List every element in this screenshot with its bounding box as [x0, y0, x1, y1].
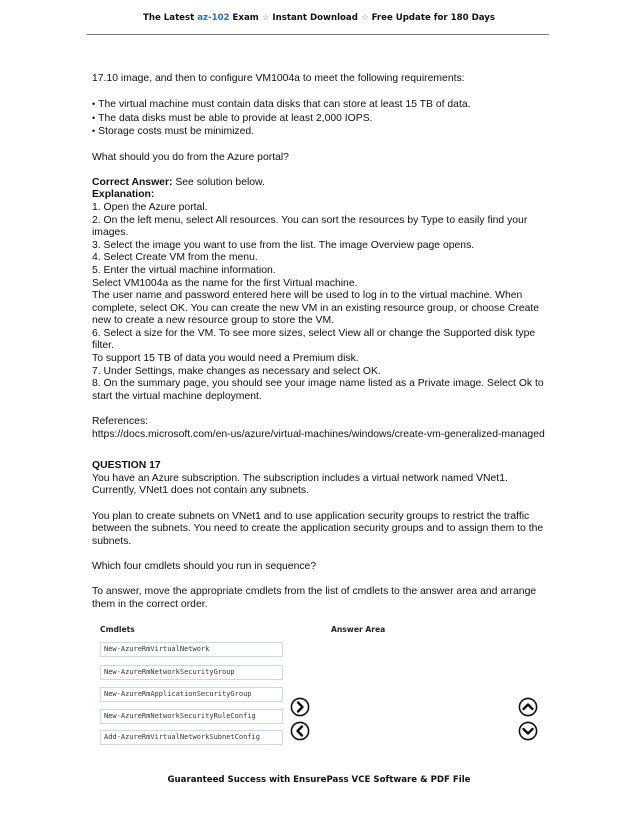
header-exam-code: az-102 — [197, 13, 230, 23]
answer-area-label: Answer Area — [331, 625, 386, 634]
question-17-paragraph: You have an Azure subscription. The subscription includes a virtual network named VNet1. Currently, VNet1 does not contain any subnets. — [92, 472, 508, 497]
star-icon: ☆ — [360, 13, 369, 23]
header-prefix: The Latest — [143, 13, 198, 23]
cmdlet-option[interactable]: New-AzureRmNetworkSecurityGroup — [100, 665, 283, 680]
star-icon: ☆ — [261, 13, 270, 23]
cmdlet-option[interactable]: New-AzureRmVirtualNetwork — [100, 642, 283, 657]
header-free-update: Free Update for 180 Days — [368, 13, 495, 23]
page-footer: Guaranteed Success with EnsurePass VCE Software & PDF File — [167, 775, 471, 785]
explanation-line: Select VM1004a as the name for the first Virtual machine. — [92, 277, 358, 289]
move-down-icon[interactable] — [518, 721, 538, 741]
reference-url[interactable]: https://docs.microsoft.com/en-us/azure/virtual-machines/windows/create-vm-generalized-managed — [92, 428, 545, 440]
intro-text: 17.10 image, and then to configure VM1004a to meet the following requirements: — [92, 73, 465, 84]
explanation-line: 2. On the left menu, select All resources. You can sort the resources by Type to easily find your images. — [92, 214, 528, 239]
correct-answer — [92, 177, 552, 190]
question-17-title: QUESTION 17 — [92, 460, 161, 472]
requirement-item: • Storage costs must be minimized. — [92, 125, 552, 139]
question-17-paragraph: To answer, move the appropriate cmdlets from the list of cmdlets to the answer area and arrange them in the correct order. — [92, 586, 537, 610]
question-17-paragraph: Which four cmdlets should you run in sequence? — [92, 560, 317, 572]
cmdlet-option[interactable]: New-AzureRmApplicationSecurityGroup — [100, 687, 283, 702]
question-prompt: What should you do from the Azure portal? — [92, 151, 289, 163]
correct-answer-text: See solution below. — [172, 176, 265, 188]
header-instant-download: Instant Download — [269, 13, 361, 23]
cmdlets-label: Cmdlets — [100, 625, 135, 634]
explanation-line: 3. Select the image you want to use from the list. The image Overview page opens. — [92, 239, 475, 251]
question-17-paragraph: You plan to create subnets on VNet1 and to use application security groups to restrict the traffic between the subnets. You need to create the application security groups and to assign them to the subnets. — [92, 510, 544, 547]
explanation-line: The user name and password entered here will be used to log in to the virtual machine. When complete, select OK. You can create the new VM in an existing resource group, or choose Create new to create a new resource group to store the VM. — [92, 290, 540, 327]
requirement-item: • The data disks must be able to provide at least 2,000 IOPS. — [92, 112, 552, 126]
explanation-line: 1. Open the Azure portal. — [92, 201, 208, 213]
header-divider — [87, 34, 549, 35]
explanation-line: 8. On the summary page, you should see your image name listed as a Private image. Select Ok to start the virtual machine deployment. — [92, 378, 544, 402]
references-label: References: — [92, 416, 149, 428]
explanation-line: To support 15 TB of data you would need a Premium disk. — [92, 353, 359, 365]
explanation-label: Explanation: — [92, 189, 155, 201]
page-header — [0, 13, 638, 23]
move-right-icon[interactable] — [290, 697, 310, 717]
requirement-item: • The virtual machine must contain data disks that can store at least 15 TB of data. — [92, 98, 552, 112]
explanation-line: 7. Under Settings, make changes as necessary and select OK. — [92, 365, 381, 377]
cmdlet-option[interactable]: Add-AzureRmVirtualNetworkSubnetConfig — [100, 730, 283, 745]
move-up-icon[interactable] — [518, 697, 538, 717]
explanation-line: 5. Enter the virtual machine information. — [92, 264, 276, 276]
move-left-icon[interactable] — [290, 721, 310, 741]
explanation-line: 4. Select Create VM from the menu. — [92, 252, 258, 264]
cmdlet-option[interactable]: New-AzureRmNetworkSecurityRuleConfig — [100, 709, 283, 724]
header-exam-word: Exam — [229, 13, 262, 23]
correct-answer-label: Correct Answer: — [92, 176, 173, 188]
page-content — [92, 73, 552, 611]
drag-drop-exhibit — [92, 623, 552, 753]
explanation-line: 6. Select a size for the VM. To see more sizes, select View all or change the Supported disk type filter. — [92, 327, 536, 352]
